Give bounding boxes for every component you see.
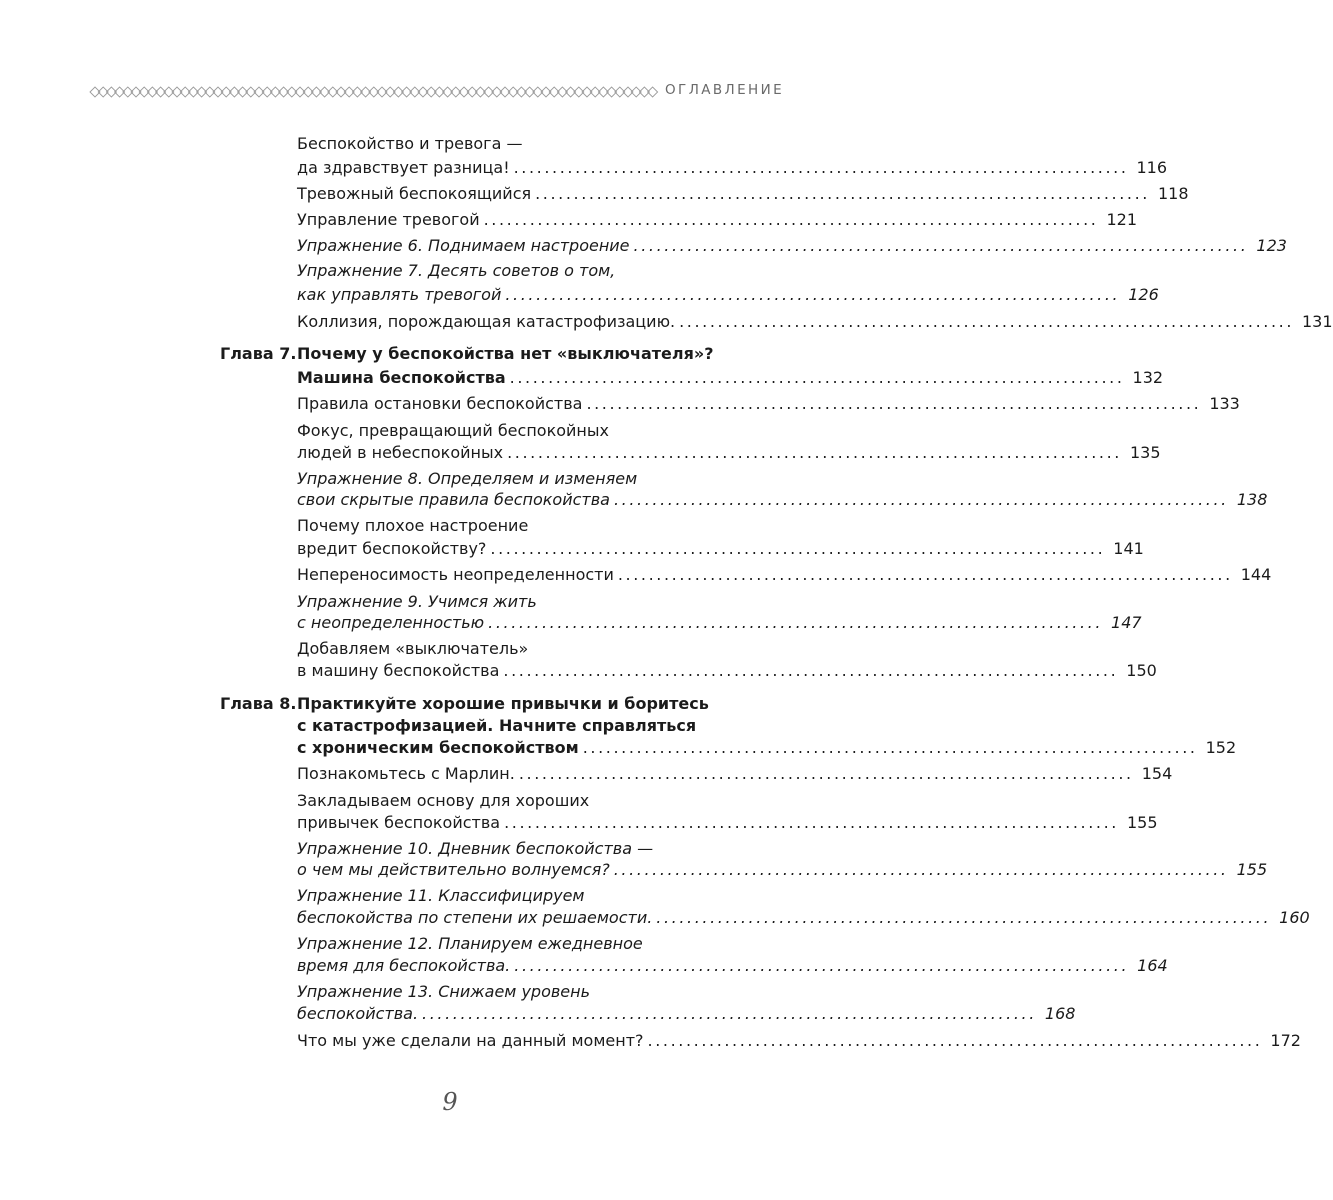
page-number: 133: [1209, 394, 1240, 413]
toc-entry-line: Добавляем «выключатель»: [297, 639, 529, 658]
toc-entry-title: Тревожный беспокоящийся: [297, 184, 532, 203]
toc-entry-title: время для беспокойства.: [297, 956, 511, 975]
toc-entry[interactable]: [297, 156, 1168, 180]
leader-dots: ................................................................................: [535, 184, 1150, 203]
toc-entry-line: Закладываем основу для хороших: [297, 791, 590, 810]
toc-exercise-entry[interactable]: [297, 611, 1142, 635]
toc-entry[interactable]: [297, 392, 1240, 416]
toc-entry[interactable]: [297, 563, 1272, 587]
leader-dots: ................................................................................: [509, 368, 1125, 387]
toc-entry-line: Беспокойство и тревога —: [297, 134, 523, 153]
toc-exercise-entry[interactable]: [297, 906, 1310, 930]
page-number: 138: [1236, 490, 1268, 509]
page-number: 121: [1106, 210, 1138, 229]
leader-dots: ................................................................................: [617, 565, 1233, 584]
toc-entry-title: беспокойства.: [297, 1004, 419, 1023]
toc-entry-title: Управление тревогой: [297, 210, 480, 229]
page-number: 118: [1157, 184, 1189, 203]
page-number: 152: [1205, 738, 1237, 757]
toc-entry-title: людей в небеспокойных: [297, 443, 504, 462]
leader-dots: ................................................................................: [504, 813, 1119, 832]
leader-dots: ................................................................................: [503, 661, 1119, 680]
leader-dots: ................................................................................: [490, 539, 1106, 558]
toc-entry[interactable]: [297, 1029, 1301, 1053]
toc-entry-title: беспокойства по степени их решаемости.: [297, 908, 653, 927]
toc-entry-title: Упражнение 6. Поднимаем настроение: [297, 236, 630, 255]
toc-entry-line: Упражнение 13. Снижаем уровень: [297, 982, 591, 1001]
leader-dots: ................................................................................: [488, 613, 1104, 632]
chapter-title: Машина беспокойства: [297, 368, 506, 387]
toc-entry-line: Упражнение 11. Классифицируем: [297, 886, 585, 905]
chapter-7-entry[interactable]: [297, 366, 1164, 390]
toc-entry[interactable]: [297, 659, 1157, 683]
toc-entry[interactable]: [297, 310, 1333, 334]
toc-entry-title: привычек беспокойства: [297, 813, 501, 832]
chapter-8-label: Глава 8.: [220, 694, 297, 713]
toc-entry[interactable]: [297, 182, 1189, 206]
toc-entry-line: Упражнение 9. Учимся жить: [297, 592, 537, 611]
page-number: 155: [1236, 860, 1268, 879]
page-number: 168: [1044, 1004, 1076, 1023]
chapter-7-title-line: Почему у беспокойства нет «выключателя»?: [297, 344, 714, 363]
page-number: 131: [1302, 312, 1333, 331]
toc-entry[interactable]: [297, 208, 1138, 232]
leader-dots: ................................................................................: [613, 860, 1229, 879]
page-number: 150: [1126, 661, 1157, 680]
toc-entry-title: Что мы уже сделали на данный момент?: [297, 1031, 644, 1050]
toc-entry-title: как управлять тревогой: [297, 285, 502, 304]
page-number: 155: [1126, 813, 1158, 832]
chapter-7-label: Глава 7.: [220, 344, 297, 363]
page-number: 132: [1132, 368, 1164, 387]
page-number: 135: [1129, 443, 1161, 462]
page-number: 164: [1137, 956, 1168, 975]
chapter-8-entry[interactable]: [297, 736, 1237, 760]
page-number: 123: [1256, 236, 1287, 255]
toc-exercise-entry[interactable]: [297, 234, 1287, 258]
leader-dots: ................................................................................: [507, 443, 1122, 462]
page-number: 144: [1240, 565, 1272, 584]
toc-exercise-entry[interactable]: [297, 283, 1159, 307]
toc-exercise-entry[interactable]: [297, 488, 1268, 512]
toc-entry-title: Правила остановки беспокойства: [297, 394, 583, 413]
leader-dots: ................................................................................: [582, 738, 1198, 757]
page-number: 126: [1128, 285, 1159, 304]
diamond-chain-ornament: [90, 85, 658, 99]
running-header: [90, 82, 790, 104]
toc-entry[interactable]: [297, 441, 1161, 465]
toc-entry-title: Познакомьтесь с Марлин.: [297, 764, 515, 783]
toc-entry-title: свои скрытые правила беспокойства: [297, 490, 610, 509]
toc-exercise-entry[interactable]: [297, 1002, 1076, 1026]
header-title: ОГЛАВЛЕНИЕ: [665, 82, 784, 98]
leader-dots: ................................................................................: [518, 764, 1134, 783]
page-number: 160: [1279, 908, 1310, 927]
chapter-8-title-line: с катастрофизацией. Начните справляться: [297, 716, 697, 735]
chapter-8-title-line: Практикуйте хорошие привычки и боритесь: [297, 694, 709, 713]
leader-dots: ................................................................................: [483, 210, 1099, 229]
leader-dots: ................................................................................: [656, 908, 1272, 927]
leader-dots: ................................................................................: [586, 394, 1202, 413]
leader-dots: ................................................................................: [505, 285, 1121, 304]
toc-entry-line: Фокус, превращающий беспокойных: [297, 421, 609, 440]
toc-entry[interactable]: [297, 762, 1173, 786]
toc-entry-line: Упражнение 12. Планируем ежедневное: [297, 934, 643, 953]
page-number: 141: [1113, 539, 1144, 558]
page-number: 172: [1270, 1031, 1301, 1050]
toc-entry-title: в машину беспокойства: [297, 661, 500, 680]
toc-entry[interactable]: [297, 811, 1158, 835]
page-folio: 9: [442, 1088, 458, 1116]
leader-dots: ................................................................................: [647, 1031, 1263, 1050]
toc-entry-line: Почему плохое настроение: [297, 516, 529, 535]
chapter-title: с хроническим беспокойством: [297, 738, 579, 757]
toc-entry-title: да здравствует разница!: [297, 158, 510, 177]
leader-dots: ................................................................................: [633, 236, 1249, 255]
toc-entry-title: с неопределенностью: [297, 613, 485, 632]
page-number: 147: [1111, 613, 1142, 632]
toc-exercise-entry[interactable]: [297, 954, 1168, 978]
toc-entry-title: о чем мы действительно волнуемся?: [297, 860, 610, 879]
toc-entry-title: Коллизия, порождающая катастрофизацию.: [297, 312, 676, 331]
leader-dots: ................................................................................: [613, 490, 1229, 509]
page-number: 116: [1136, 158, 1168, 177]
leader-dots: ................................................................................: [514, 956, 1130, 975]
toc-entry-title: вредит беспокойству?: [297, 539, 487, 558]
toc-entry-line: Упражнение 7. Десять советов о том,: [297, 261, 616, 280]
toc-exercise-entry[interactable]: [297, 858, 1268, 882]
toc-entry[interactable]: [297, 537, 1144, 561]
page-number: 154: [1141, 764, 1173, 783]
toc-entry-line: Упражнение 10. Дневник беспокойства —: [297, 839, 654, 858]
toc-entry-line: Упражнение 8. Определяем и изменяем: [297, 469, 638, 488]
leader-dots: ................................................................................: [679, 312, 1294, 331]
leader-dots: ................................................................................: [513, 158, 1129, 177]
leader-dots: ................................................................................: [422, 1004, 1037, 1023]
toc-entry-title: Непереносимость неопределенности: [297, 565, 614, 584]
